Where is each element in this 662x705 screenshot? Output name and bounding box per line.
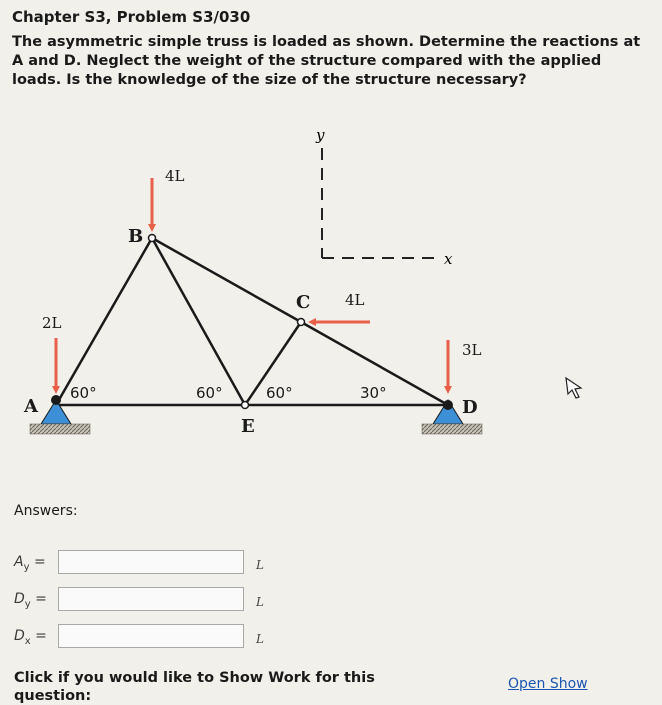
dy-unit: L: [256, 595, 264, 609]
chapter-title: Chapter S3, Problem S3/030: [12, 8, 251, 26]
answers-label: Answers:: [14, 503, 78, 519]
cursor-icon: [566, 378, 581, 398]
joint-label-b: B: [128, 226, 144, 247]
joint-label-c: C: [296, 292, 311, 313]
load-label-d: 3L: [462, 341, 482, 359]
answer-row-dy: [14, 587, 274, 613]
joint-label-d: D: [462, 397, 478, 418]
ay-unit: L: [256, 558, 264, 572]
joint-e: [242, 402, 249, 409]
dy-input[interactable]: [58, 587, 244, 611]
angle-label-e-right: 60°: [266, 384, 293, 402]
member-ab: [56, 238, 152, 405]
truss-members: [56, 238, 448, 405]
load-arrows: [56, 178, 448, 390]
joint-label-e: E: [241, 416, 255, 437]
open-show-work-link[interactable]: Open Show: [508, 676, 588, 692]
x-axis-label: x: [444, 250, 453, 268]
answer-row-dx: [14, 624, 274, 650]
load-label-b: 4L: [165, 167, 185, 185]
dx-label: $D_x$ =: [14, 628, 47, 647]
dx-unit: L: [256, 632, 264, 646]
joint-label-a: A: [24, 396, 38, 417]
joint-b: [149, 235, 156, 242]
coordinate-axes: [315, 126, 453, 268]
ay-input[interactable]: [58, 550, 244, 574]
ay-label: $A_y$ =: [14, 554, 46, 573]
truss-joints: [149, 235, 305, 409]
load-label-a: 2L: [42, 314, 62, 332]
dy-label: $D_y$ =: [14, 591, 47, 610]
y-axis-label: y: [316, 126, 325, 144]
angle-label-d: 30°: [360, 384, 387, 402]
angle-label-e-left: 60°: [196, 384, 223, 402]
angle-label-a: 60°: [70, 384, 97, 402]
dx-input[interactable]: [58, 624, 244, 648]
problem-statement: The asymmetric simple truss is loaded as shown. Determine the reactions at A and D. Neglect the weight of the structure compared with the applied loads. Is the knowledge of the size of the structure necessary?: [12, 34, 641, 88]
answer-row-ay: [14, 550, 274, 576]
show-work-prompt: Click if you would like to Show Work for this question:: [14, 670, 375, 704]
load-label-c: 4L: [345, 291, 365, 309]
joint-c: [298, 319, 305, 326]
